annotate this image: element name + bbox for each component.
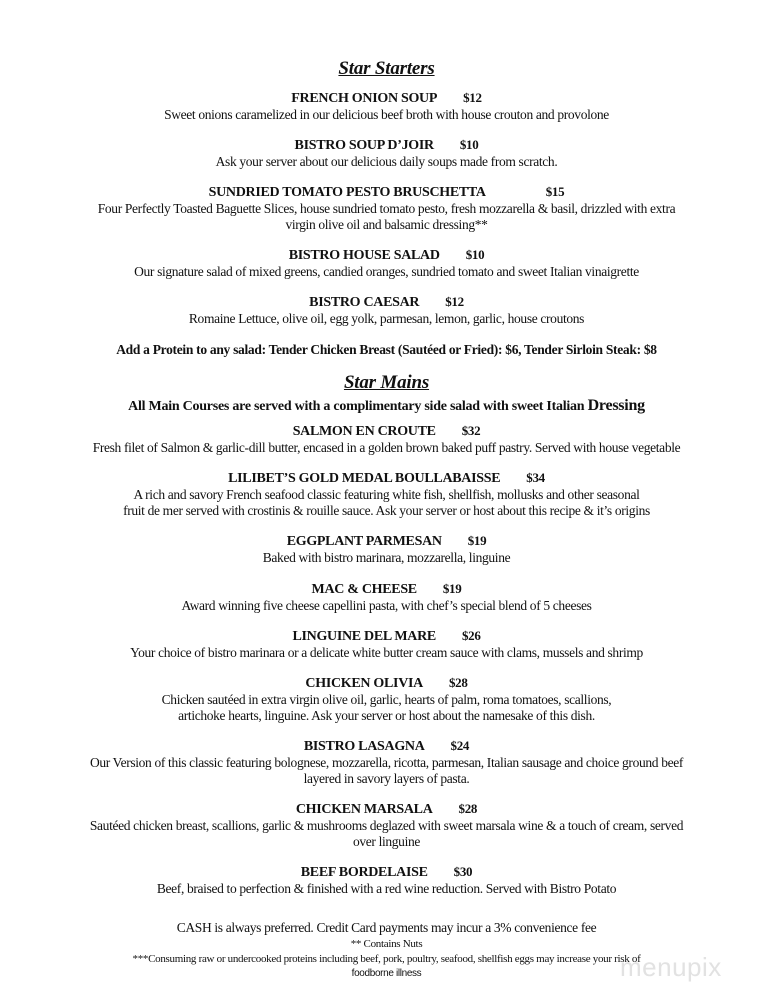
item-description: Your choice of bistro marinara or a delicate white butter cream sauce with clams, mussels and shrimp <box>130 645 643 660</box>
menu-item-bruschetta <box>0 183 773 233</box>
item-name: SALMON EN CROUTE <box>292 424 436 439</box>
item-name: BISTRO SOUP D’JOIR <box>294 138 434 153</box>
item-name: LILIBET’S GOLD MEDAL BOULLABAISSE <box>228 471 501 486</box>
item-description: Baked with bistro marinara, mozzarella, linguine <box>262 550 511 565</box>
mains-note-text: All Main Courses are served with a complimentary side salad with sweet Italian <box>128 399 585 414</box>
item-name: MAC & CHEESE <box>311 582 417 597</box>
item-name: BISTRO CAESAR <box>309 295 420 310</box>
menu-item-caesar <box>0 293 773 327</box>
item-description: layered in savory layers of pasta. <box>303 771 470 786</box>
cash-payment-note: CASH is always preferred. Credit Card payments may incur a 3% convenience fee <box>176 920 597 935</box>
item-price: $32 <box>461 423 481 438</box>
item-name: EGGPLANT PARMESAN <box>286 534 442 549</box>
menu-item-boullabaisse <box>0 469 773 519</box>
item-description: Fresh filet of Salmon & garlic-dill butter, encased in a golden brown baked puff pastry. Served with house vegetable <box>92 440 681 455</box>
item-description: artichoke hearts, linguine. Ask your server or host about the namesake of this dish. <box>178 708 595 723</box>
item-description: over linguine <box>352 834 421 849</box>
item-name: BISTRO LASAGNA <box>303 739 425 754</box>
item-name: FRENCH ONION SOUP <box>291 91 438 106</box>
menu-item-mac-and-cheese <box>0 580 773 614</box>
menu-item-chicken-marsala <box>0 800 773 850</box>
item-description: A rich and savory French seafood classic featuring white fish, shellfish, mollusks and other seasonal <box>133 487 640 502</box>
item-name: BEEF BORDELAISE <box>300 865 428 880</box>
item-price: $10 <box>459 137 479 152</box>
item-price: $30 <box>453 864 473 879</box>
menu-item-salmon-en-croute <box>0 422 773 456</box>
item-name: BISTRO HOUSE SALAD <box>288 248 440 263</box>
item-description: Our Version of this classic featuring bolognese, mozzarella, ricotta, parmesan, Italian sausage and choice ground beef <box>89 755 684 770</box>
item-description: Sautéed chicken breast, scallions, garlic & mushrooms deglazed with sweet marsala wine & a touch of cream, served <box>89 818 684 833</box>
menu-item-linguine-del-mare <box>0 627 773 661</box>
item-price: $24 <box>450 738 470 753</box>
protein-addon-note: Add a Protein to any salad: Tender Chicken Breast (Sautéed or Fried): $6, Tender Sirloin Steak: $8 <box>116 342 657 357</box>
item-description: fruit de mer served with crostinis & rouille sauce. Ask your server or host about this recipe & it’s origins <box>123 503 650 518</box>
item-name: LINGUINE DEL MARE <box>292 629 436 644</box>
mains-note-last-word: Dressing <box>587 397 645 414</box>
menu-item-beef-bordelaise <box>0 863 773 897</box>
item-price: $19 <box>467 533 487 548</box>
menu-item-bistro-lasagna <box>0 737 773 787</box>
item-price: $15 <box>545 184 565 199</box>
menu-item-bistro-soup <box>0 136 773 170</box>
item-name: CHICKEN OLIVIA <box>305 676 423 691</box>
menu-item-eggplant-parmesan <box>0 532 773 566</box>
menu-item-french-onion-soup <box>0 89 773 123</box>
item-price: $19 <box>442 581 462 596</box>
mains-title: Star Mains <box>343 372 430 393</box>
item-price: $10 <box>465 247 485 262</box>
item-name: CHICKEN MARSALA <box>295 802 433 817</box>
raw-food-warning-cont: foodborne illness <box>351 968 422 979</box>
mains-side-salad-note <box>0 397 773 415</box>
item-price: $34 <box>526 470 545 485</box>
item-price: $12 <box>445 294 464 309</box>
menu-item-chicken-olivia <box>0 674 773 724</box>
watermark-logo: menupix <box>620 952 722 982</box>
contains-nuts-note: ** Contains Nuts <box>350 938 423 950</box>
item-description: Award winning five cheese capellini pasta, with chef’s special blend of 5 cheeses <box>181 598 592 613</box>
item-price: $28 <box>458 801 478 816</box>
item-description: Romaine Lettuce, olive oil, egg yolk, parmesan, lemon, garlic, house croutons <box>188 311 585 326</box>
menu-item-house-salad <box>0 246 773 280</box>
item-description: virgin olive oil and balsamic dressing** <box>285 217 488 232</box>
item-description: Four Perfectly Toasted Baguette Slices, house sundried tomato pesto, fresh mozzarella & basil, drizzled with extra <box>97 201 676 216</box>
item-description: Sweet onions caramelized in our delicious beef broth with house crouton and provolone <box>164 107 609 122</box>
item-description: Ask your server about our delicious daily soups made from scratch. <box>215 154 558 169</box>
item-name: SUNDRIED TOMATO PESTO BRUSCHETTA <box>208 185 486 200</box>
item-price: $12 <box>463 90 482 105</box>
item-description: Our signature salad of mixed greens, candied oranges, sundried tomato and sweet Italian vinaigrette <box>134 264 639 279</box>
item-description: Beef, braised to perfection & finished with a red wine reduction. Served with Bistro Potato <box>156 881 617 896</box>
item-price: $26 <box>461 628 481 643</box>
starters-title: Star Starters <box>338 58 435 79</box>
item-description: Chicken sautéed in extra virgin olive oil, garlic, hearts of palm, roma tomatoes, scallions, <box>161 692 612 707</box>
raw-food-warning: ***Consuming raw or undercooked proteins including beef, pork, poultry, seafood, shellfish eggs may increase your risk of <box>132 953 641 965</box>
item-price: $28 <box>448 675 468 690</box>
